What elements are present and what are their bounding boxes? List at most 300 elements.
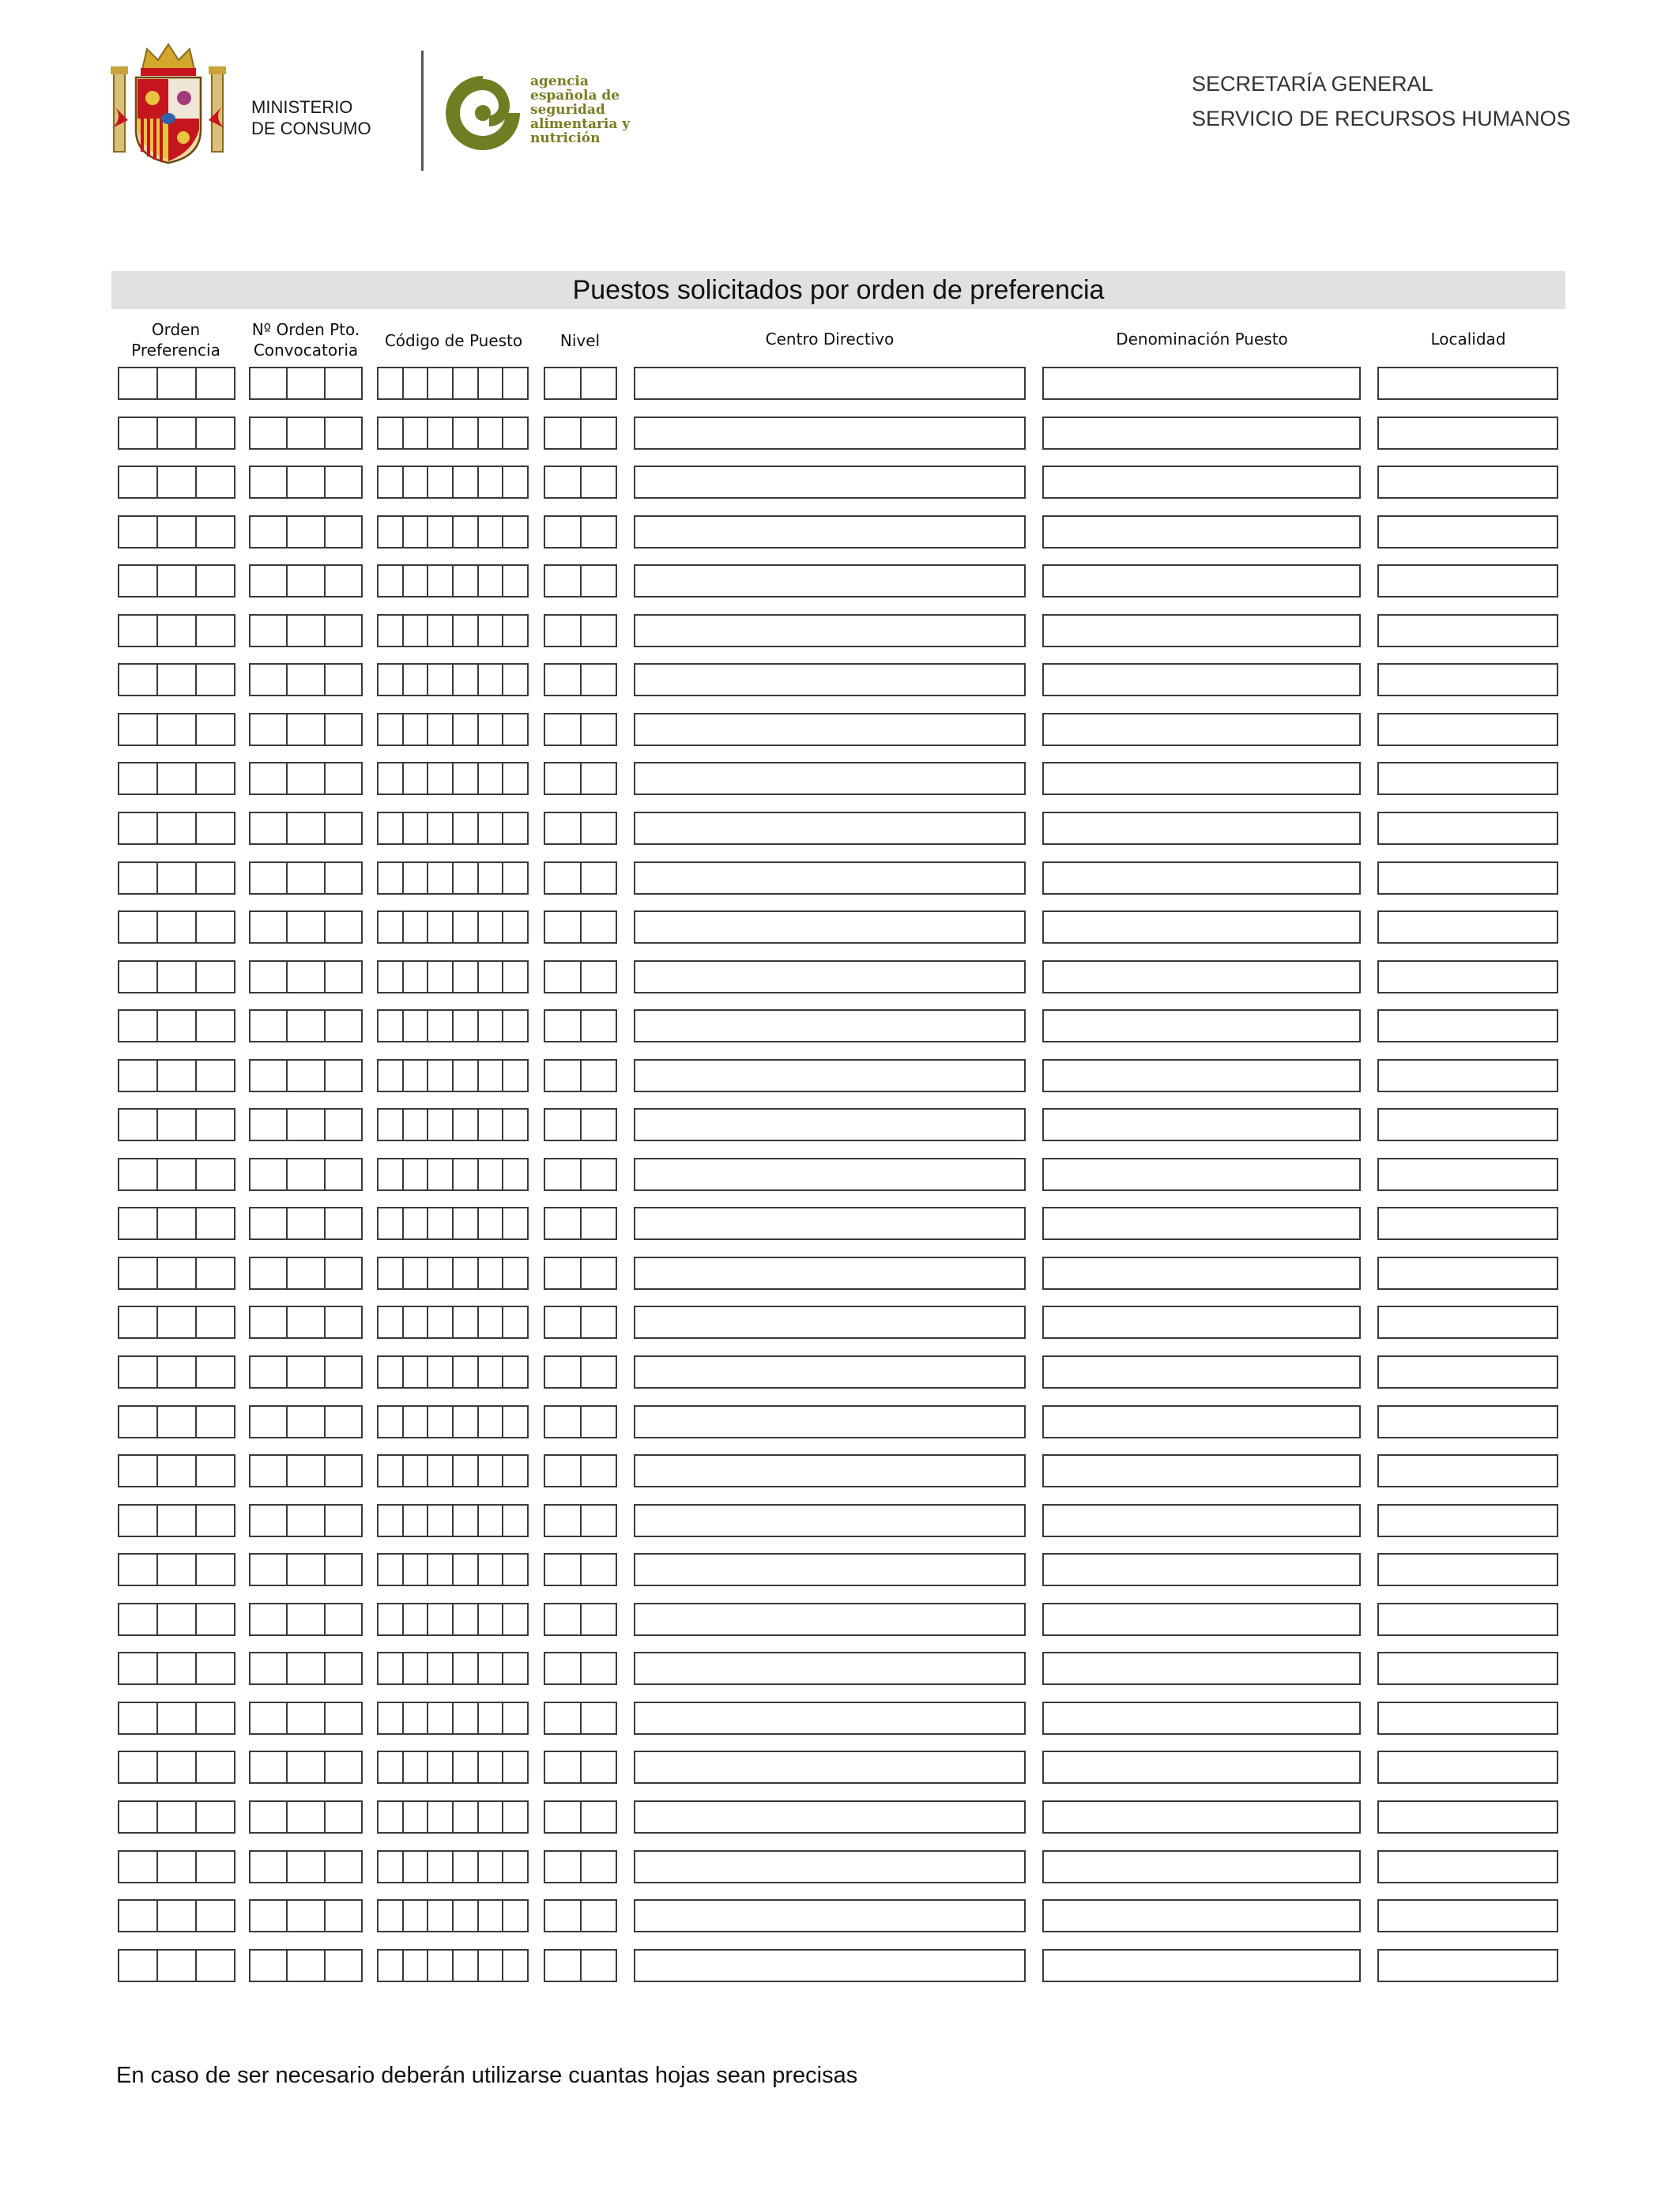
digit-cell[interactable] (379, 368, 402, 398)
digit-cell[interactable] (502, 1901, 527, 1931)
digit-cell[interactable] (580, 418, 616, 448)
nivel-field[interactable] (544, 910, 617, 944)
digit-cell[interactable] (250, 368, 286, 398)
digit-cell[interactable] (119, 714, 156, 745)
digit-cell[interactable] (580, 813, 616, 843)
digit-cell[interactable] (119, 813, 156, 843)
localidad-field[interactable] (1377, 515, 1558, 548)
digit-cell[interactable] (452, 517, 477, 547)
digit-cell[interactable] (195, 1456, 234, 1486)
digit-cell[interactable] (195, 1555, 234, 1585)
digit-cell[interactable] (402, 1852, 428, 1882)
digit-cell[interactable] (545, 1653, 580, 1683)
digit-cell[interactable] (545, 763, 580, 794)
numero-field[interactable] (249, 1504, 363, 1537)
codigo-field[interactable] (377, 1702, 529, 1735)
digit-cell[interactable] (324, 1653, 361, 1683)
codigo-field[interactable] (377, 1108, 529, 1141)
digit-cell[interactable] (452, 962, 477, 992)
digit-cell[interactable] (250, 1258, 286, 1288)
centro-field[interactable] (634, 861, 1026, 895)
orden-field[interactable] (118, 861, 235, 895)
localidad-field[interactable] (1377, 1949, 1558, 1982)
orden-field[interactable] (118, 1949, 235, 1982)
nivel-field[interactable] (544, 1009, 617, 1042)
digit-cell[interactable] (195, 616, 234, 646)
digit-cell[interactable] (195, 1110, 234, 1140)
digit-cell[interactable] (402, 1208, 428, 1238)
digit-cell[interactable] (402, 1555, 428, 1585)
orden-field[interactable] (118, 960, 235, 993)
localidad-field[interactable] (1377, 1059, 1558, 1092)
centro-field[interactable] (634, 515, 1026, 548)
localidad-field[interactable] (1377, 1702, 1558, 1735)
digit-cell[interactable] (324, 1752, 361, 1782)
digit-cell[interactable] (545, 912, 580, 942)
digit-cell[interactable] (119, 1208, 156, 1238)
digit-cell[interactable] (286, 517, 323, 547)
centro-field[interactable] (634, 1009, 1026, 1042)
digit-cell[interactable] (427, 1951, 452, 1981)
digit-cell[interactable] (195, 1357, 234, 1387)
digit-cell[interactable] (545, 1258, 580, 1288)
digit-cell[interactable] (545, 1555, 580, 1585)
numero-field[interactable] (249, 1702, 363, 1735)
orden-field[interactable] (118, 1355, 235, 1389)
digit-cell[interactable] (324, 1456, 361, 1486)
digit-cell[interactable] (402, 1802, 428, 1832)
codigo-field[interactable] (377, 663, 529, 696)
nivel-field[interactable] (544, 417, 617, 450)
digit-cell[interactable] (477, 368, 503, 398)
digit-cell[interactable] (580, 517, 616, 547)
codigo-field[interactable] (377, 1158, 529, 1191)
digit-cell[interactable] (452, 1357, 477, 1387)
digit-cell[interactable] (286, 1752, 323, 1782)
digit-cell[interactable] (477, 665, 503, 695)
nivel-field[interactable] (544, 1405, 617, 1438)
digit-cell[interactable] (402, 418, 428, 448)
digit-cell[interactable] (324, 1110, 361, 1140)
digit-cell[interactable] (250, 1506, 286, 1536)
digit-cell[interactable] (402, 1258, 428, 1288)
digit-cell[interactable] (195, 566, 234, 596)
digit-cell[interactable] (477, 1011, 503, 1041)
digit-cell[interactable] (402, 1604, 428, 1634)
nivel-field[interactable] (544, 1800, 617, 1834)
numero-field[interactable] (249, 1207, 363, 1240)
digit-cell[interactable] (477, 1901, 503, 1931)
nivel-field[interactable] (544, 614, 617, 647)
digit-cell[interactable] (427, 1802, 452, 1832)
codigo-field[interactable] (377, 1306, 529, 1339)
denominacion-field[interactable] (1042, 1355, 1361, 1389)
codigo-field[interactable] (377, 614, 529, 647)
digit-cell[interactable] (286, 616, 323, 646)
centro-field[interactable] (634, 614, 1026, 647)
centro-field[interactable] (634, 1504, 1026, 1537)
digit-cell[interactable] (545, 418, 580, 448)
centro-field[interactable] (634, 762, 1026, 795)
digit-cell[interactable] (324, 517, 361, 547)
digit-cell[interactable] (250, 1852, 286, 1882)
digit-cell[interactable] (195, 1604, 234, 1634)
digit-cell[interactable] (427, 1159, 452, 1189)
digit-cell[interactable] (286, 368, 323, 398)
digit-cell[interactable] (402, 863, 428, 893)
codigo-field[interactable] (377, 1405, 529, 1438)
codigo-field[interactable] (377, 960, 529, 993)
digit-cell[interactable] (402, 368, 428, 398)
digit-cell[interactable] (427, 1357, 452, 1387)
denominacion-field[interactable] (1042, 466, 1361, 499)
digit-cell[interactable] (502, 714, 527, 745)
digit-cell[interactable] (580, 1258, 616, 1288)
digit-cell[interactable] (324, 763, 361, 794)
digit-cell[interactable] (324, 418, 361, 448)
digit-cell[interactable] (156, 517, 195, 547)
digit-cell[interactable] (119, 912, 156, 942)
digit-cell[interactable] (379, 418, 402, 448)
nivel-field[interactable] (544, 1059, 617, 1092)
digit-cell[interactable] (379, 962, 402, 992)
digit-cell[interactable] (545, 1307, 580, 1337)
digit-cell[interactable] (195, 1653, 234, 1683)
digit-cell[interactable] (286, 1258, 323, 1288)
digit-cell[interactable] (250, 1061, 286, 1091)
digit-cell[interactable] (427, 368, 452, 398)
denominacion-field[interactable] (1042, 1652, 1361, 1685)
digit-cell[interactable] (286, 763, 323, 794)
digit-cell[interactable] (379, 1307, 402, 1337)
digit-cell[interactable] (286, 1159, 323, 1189)
digit-cell[interactable] (427, 1506, 452, 1536)
nivel-field[interactable] (544, 367, 617, 400)
codigo-field[interactable] (377, 1850, 529, 1883)
centro-field[interactable] (634, 1553, 1026, 1586)
digit-cell[interactable] (119, 1061, 156, 1091)
digit-cell[interactable] (195, 1208, 234, 1238)
digit-cell[interactable] (250, 1208, 286, 1238)
digit-cell[interactable] (580, 1407, 616, 1437)
digit-cell[interactable] (286, 1011, 323, 1041)
digit-cell[interactable] (379, 1011, 402, 1041)
numero-field[interactable] (249, 417, 363, 450)
nivel-field[interactable] (544, 1257, 617, 1290)
orden-field[interactable] (118, 1158, 235, 1191)
digit-cell[interactable] (402, 517, 428, 547)
codigo-field[interactable] (377, 1059, 529, 1092)
digit-cell[interactable] (402, 1653, 428, 1683)
digit-cell[interactable] (119, 1159, 156, 1189)
digit-cell[interactable] (250, 962, 286, 992)
digit-cell[interactable] (250, 1653, 286, 1683)
digit-cell[interactable] (156, 418, 195, 448)
digit-cell[interactable] (502, 863, 527, 893)
centro-field[interactable] (634, 1158, 1026, 1191)
digit-cell[interactable] (477, 1357, 503, 1387)
nivel-field[interactable] (544, 1652, 617, 1685)
digit-cell[interactable] (119, 863, 156, 893)
digit-cell[interactable] (156, 467, 195, 497)
digit-cell[interactable] (452, 1604, 477, 1634)
digit-cell[interactable] (452, 1802, 477, 1832)
digit-cell[interactable] (379, 1208, 402, 1238)
denominacion-field[interactable] (1042, 1306, 1361, 1339)
digit-cell[interactable] (119, 1653, 156, 1683)
digit-cell[interactable] (452, 1951, 477, 1981)
numero-field[interactable] (249, 910, 363, 944)
digit-cell[interactable] (545, 1901, 580, 1931)
digit-cell[interactable] (119, 1011, 156, 1041)
orden-field[interactable] (118, 1702, 235, 1735)
digit-cell[interactable] (427, 714, 452, 745)
digit-cell[interactable] (452, 912, 477, 942)
digit-cell[interactable] (379, 1604, 402, 1634)
digit-cell[interactable] (156, 1110, 195, 1140)
denominacion-field[interactable] (1042, 417, 1361, 450)
orden-field[interactable] (118, 1553, 235, 1586)
nivel-field[interactable] (544, 466, 617, 499)
nivel-field[interactable] (544, 663, 617, 696)
nivel-field[interactable] (544, 1454, 617, 1487)
digit-cell[interactable] (545, 616, 580, 646)
localidad-field[interactable] (1377, 1751, 1558, 1784)
digit-cell[interactable] (156, 1011, 195, 1041)
centro-field[interactable] (634, 1899, 1026, 1932)
digit-cell[interactable] (477, 1110, 503, 1140)
digit-cell[interactable] (452, 813, 477, 843)
nivel-field[interactable] (544, 960, 617, 993)
denominacion-field[interactable] (1042, 614, 1361, 647)
nivel-field[interactable] (544, 1306, 617, 1339)
codigo-field[interactable] (377, 861, 529, 895)
numero-field[interactable] (249, 1553, 363, 1586)
digit-cell[interactable] (427, 517, 452, 547)
localidad-field[interactable] (1377, 564, 1558, 598)
denominacion-field[interactable] (1042, 762, 1361, 795)
digit-cell[interactable] (286, 863, 323, 893)
digit-cell[interactable] (156, 863, 195, 893)
digit-cell[interactable] (545, 1061, 580, 1091)
denominacion-field[interactable] (1042, 1158, 1361, 1191)
digit-cell[interactable] (477, 1258, 503, 1288)
numero-field[interactable] (249, 1751, 363, 1784)
digit-cell[interactable] (195, 1307, 234, 1337)
localidad-field[interactable] (1377, 1108, 1558, 1141)
denominacion-field[interactable] (1042, 367, 1361, 400)
digit-cell[interactable] (580, 1653, 616, 1683)
digit-cell[interactable] (119, 1802, 156, 1832)
denominacion-field[interactable] (1042, 1207, 1361, 1240)
digit-cell[interactable] (545, 1506, 580, 1536)
orden-field[interactable] (118, 1257, 235, 1290)
digit-cell[interactable] (427, 1653, 452, 1683)
digit-cell[interactable] (119, 1852, 156, 1882)
digit-cell[interactable] (119, 1456, 156, 1486)
digit-cell[interactable] (502, 1703, 527, 1733)
orden-field[interactable] (118, 1207, 235, 1240)
digit-cell[interactable] (195, 1802, 234, 1832)
centro-field[interactable] (634, 1454, 1026, 1487)
digit-cell[interactable] (452, 665, 477, 695)
digit-cell[interactable] (502, 1011, 527, 1041)
digit-cell[interactable] (452, 1208, 477, 1238)
digit-cell[interactable] (286, 1555, 323, 1585)
digit-cell[interactable] (545, 1752, 580, 1782)
digit-cell[interactable] (452, 1258, 477, 1288)
numero-field[interactable] (249, 1652, 363, 1685)
digit-cell[interactable] (119, 665, 156, 695)
digit-cell[interactable] (156, 1703, 195, 1733)
digit-cell[interactable] (580, 1456, 616, 1486)
digit-cell[interactable] (119, 368, 156, 398)
digit-cell[interactable] (502, 912, 527, 942)
digit-cell[interactable] (156, 616, 195, 646)
numero-field[interactable] (249, 663, 363, 696)
digit-cell[interactable] (324, 616, 361, 646)
digit-cell[interactable] (250, 517, 286, 547)
digit-cell[interactable] (156, 962, 195, 992)
denominacion-field[interactable] (1042, 960, 1361, 993)
digit-cell[interactable] (250, 1110, 286, 1140)
localidad-field[interactable] (1377, 1257, 1558, 1290)
orden-field[interactable] (118, 1899, 235, 1932)
digit-cell[interactable] (195, 1011, 234, 1041)
denominacion-field[interactable] (1042, 812, 1361, 845)
digit-cell[interactable] (379, 763, 402, 794)
digit-cell[interactable] (427, 1208, 452, 1238)
nivel-field[interactable] (544, 564, 617, 598)
digit-cell[interactable] (324, 467, 361, 497)
nivel-field[interactable] (544, 1949, 617, 1982)
orden-field[interactable] (118, 1603, 235, 1636)
digit-cell[interactable] (286, 1208, 323, 1238)
digit-cell[interactable] (324, 1901, 361, 1931)
localidad-field[interactable] (1377, 663, 1558, 696)
digit-cell[interactable] (580, 1951, 616, 1981)
digit-cell[interactable] (402, 1752, 428, 1782)
digit-cell[interactable] (545, 1407, 580, 1437)
numero-field[interactable] (249, 1306, 363, 1339)
digit-cell[interactable] (195, 763, 234, 794)
digit-cell[interactable] (452, 1555, 477, 1585)
digit-cell[interactable] (477, 1208, 503, 1238)
digit-cell[interactable] (545, 714, 580, 745)
digit-cell[interactable] (402, 1110, 428, 1140)
digit-cell[interactable] (427, 566, 452, 596)
localidad-field[interactable] (1377, 367, 1558, 400)
digit-cell[interactable] (119, 1901, 156, 1931)
digit-cell[interactable] (477, 1653, 503, 1683)
digit-cell[interactable] (402, 665, 428, 695)
digit-cell[interactable] (119, 1555, 156, 1585)
digit-cell[interactable] (156, 1802, 195, 1832)
digit-cell[interactable] (452, 1852, 477, 1882)
digit-cell[interactable] (452, 1456, 477, 1486)
digit-cell[interactable] (427, 467, 452, 497)
digit-cell[interactable] (250, 1604, 286, 1634)
digit-cell[interactable] (379, 566, 402, 596)
centro-field[interactable] (634, 367, 1026, 400)
digit-cell[interactable] (452, 616, 477, 646)
digit-cell[interactable] (286, 1357, 323, 1387)
digit-cell[interactable] (156, 763, 195, 794)
digit-cell[interactable] (502, 1110, 527, 1140)
localidad-field[interactable] (1377, 1207, 1558, 1240)
orden-field[interactable] (118, 812, 235, 845)
digit-cell[interactable] (477, 1159, 503, 1189)
codigo-field[interactable] (377, 466, 529, 499)
digit-cell[interactable] (156, 1752, 195, 1782)
digit-cell[interactable] (324, 1506, 361, 1536)
digit-cell[interactable] (580, 1208, 616, 1238)
codigo-field[interactable] (377, 1504, 529, 1537)
digit-cell[interactable] (379, 1901, 402, 1931)
digit-cell[interactable] (195, 418, 234, 448)
digit-cell[interactable] (286, 1951, 323, 1981)
digit-cell[interactable] (286, 1604, 323, 1634)
digit-cell[interactable] (427, 763, 452, 794)
digit-cell[interactable] (545, 665, 580, 695)
localidad-field[interactable] (1377, 1504, 1558, 1537)
digit-cell[interactable] (379, 1061, 402, 1091)
denominacion-field[interactable] (1042, 1454, 1361, 1487)
digit-cell[interactable] (119, 1951, 156, 1981)
localidad-field[interactable] (1377, 1009, 1558, 1042)
digit-cell[interactable] (379, 1110, 402, 1140)
numero-field[interactable] (249, 1405, 363, 1438)
digit-cell[interactable] (119, 1357, 156, 1387)
centro-field[interactable] (634, 1355, 1026, 1389)
orden-field[interactable] (118, 1405, 235, 1438)
digit-cell[interactable] (324, 714, 361, 745)
digit-cell[interactable] (502, 1258, 527, 1288)
digit-cell[interactable] (379, 616, 402, 646)
digit-cell[interactable] (195, 1407, 234, 1437)
digit-cell[interactable] (502, 1951, 527, 1981)
nivel-field[interactable] (544, 1850, 617, 1883)
digit-cell[interactable] (156, 1061, 195, 1091)
digit-cell[interactable] (286, 1307, 323, 1337)
orden-field[interactable] (118, 1850, 235, 1883)
nivel-field[interactable] (544, 1108, 617, 1141)
digit-cell[interactable] (545, 1208, 580, 1238)
digit-cell[interactable] (427, 1604, 452, 1634)
nivel-field[interactable] (544, 1504, 617, 1537)
numero-field[interactable] (249, 1158, 363, 1191)
denominacion-field[interactable] (1042, 1257, 1361, 1290)
digit-cell[interactable] (452, 467, 477, 497)
orden-field[interactable] (118, 367, 235, 400)
localidad-field[interactable] (1377, 960, 1558, 993)
digit-cell[interactable] (195, 665, 234, 695)
digit-cell[interactable] (427, 1456, 452, 1486)
numero-field[interactable] (249, 1899, 363, 1932)
digit-cell[interactable] (452, 1703, 477, 1733)
digit-cell[interactable] (324, 1307, 361, 1337)
codigo-field[interactable] (377, 1800, 529, 1834)
denominacion-field[interactable] (1042, 1108, 1361, 1141)
digit-cell[interactable] (324, 813, 361, 843)
digit-cell[interactable] (477, 1307, 503, 1337)
digit-cell[interactable] (379, 1159, 402, 1189)
denominacion-field[interactable] (1042, 1702, 1361, 1735)
nivel-field[interactable] (544, 1603, 617, 1636)
digit-cell[interactable] (502, 813, 527, 843)
digit-cell[interactable] (502, 665, 527, 695)
digit-cell[interactable] (545, 467, 580, 497)
